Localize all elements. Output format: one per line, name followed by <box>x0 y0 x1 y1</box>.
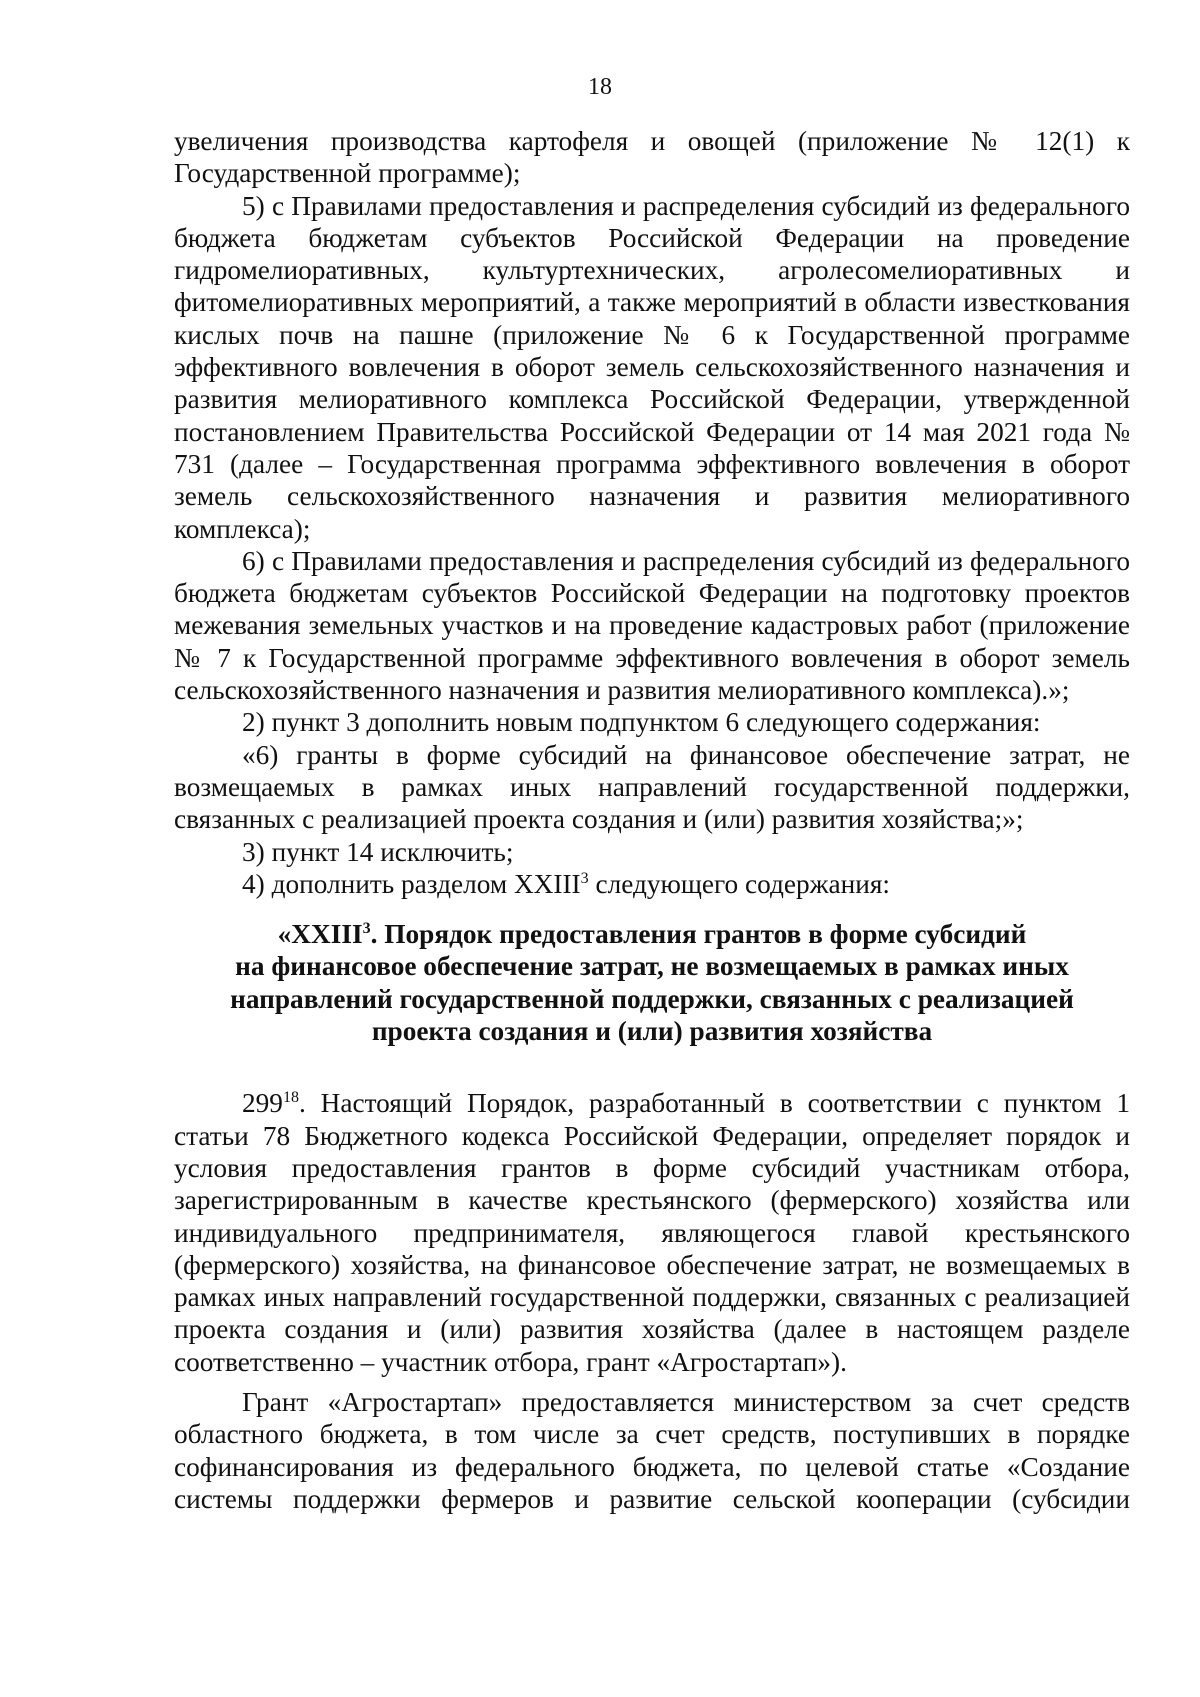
heading-line-2: на финансовое обеспечение затрат, не возмещаемых в рамках иных <box>235 951 1069 982</box>
paragraph-article-299-18 <box>174 1087 1130 1378</box>
paragraph-continuation: увеличения производства картофеля и овощей (приложение № 12(1) к Государственной программе); <box>174 126 1130 189</box>
heading-line-4: проекта создания и (или) развития хозяйства <box>371 1016 933 1047</box>
heading-section-number: «XXIII <box>277 919 363 950</box>
section-heading <box>174 918 1130 1047</box>
point-4-text-end: следующего содержания: <box>588 868 890 899</box>
heading-line-3: направлений государственной поддержки, связанных с реализацией <box>230 983 1074 1014</box>
paragraph-point-4 <box>174 868 1130 900</box>
document-body <box>174 125 1130 1515</box>
article-number: 299 <box>242 1088 283 1119</box>
page-number: 18 <box>588 74 612 100</box>
paragraph-point-3: 3) пункт 14 исключить; <box>242 836 514 867</box>
article-superscript: 18 <box>282 1089 299 1107</box>
paragraph-subpoint-6-quote: «6) гранты в форме субсидий на финансовое обеспечение затрат, не возмещаемых в рамках иных направлений государственной поддержки, связанных с реализацией проекта создания и (или) развития хозяйства;»; <box>174 739 1130 835</box>
point-4-superscript: 3 <box>580 869 589 887</box>
paragraph-point-2: 2) пункт 3 дополнить новым подпунктом 6 следующего содержания: <box>242 707 1041 738</box>
point-4-text: 4) дополнить разделом XXIII <box>242 868 581 899</box>
heading-line-1 <box>174 918 1130 950</box>
article-text: . Настоящий Порядок, разработанный в соответствии с пунктом 1 статьи 78 Бюджетного кодекса Российской Федерации, определяет порядок и условия предоставления грантов в форме субсидий участникам отбора, зарегистрированным в качестве крестьянского (фермерского) хозяйства или индивидуального предпринимателя, являющегося главой крестьянского (фермерского) хозяйства, на финансовое обеспечение затрат, не возмещаемых в рамках иных направлений государственной поддержки, связанных с реализацией проекта создания и (или) развития хозяйства (далее в настоящем разделе соответственно – участник отбора, грант «Агростартап»). <box>174 1088 1130 1377</box>
heading-superscript: 3 <box>362 920 371 938</box>
paragraph-item-6: 6) с Правилами предоставления и распределения субсидий из федерального бюджета бюджетам субъектов Российской Федерации на подготовку проектов межевания земельных участков и на проведение кадастровых работ (приложение № 7 к Государственной программе эффективного вовлечения в оборот земель сельскохозяйственного назначения и развития мелиоративного комплекса).»; <box>174 545 1130 706</box>
paragraph-grant-agrostartap: Грант «Агростартап» предоставляется министерством за счет средств областного бюджета, в том числе за счет средств, поступивших в порядке софинансирования из федерального бюджета, по целевой статье «Создание системы поддержки фермеров и развитие сельской кооперации (субсидии <box>174 1386 1130 1514</box>
heading-line-1-text: . Порядок предоставления грантов в форме субсидий <box>370 919 1027 950</box>
paragraph-item-5: 5) с Правилами предоставления и распределения субсидий из федерального бюджета бюджетам субъектов Российской Федерации на проведение гидромелиоративных, культуртехнических, агролесомелиоративных и фитомелиоративных мероприятий, а также мероприятий в области известкования кислых почв на пашне (приложение № 6 к Государственной программе эффективного вовлечения в оборот земель сельскохозяйственного назначения и развития мелиоративного комплекса Российской Федерации, утвержденной постановлением Правительства Российской Федерации от 14 мая 2021 года № 731 (далее – Государственная программа эффективного вовлечения в оборот земель сельскохозяйственного назначения и развития мелиоративного комплекса); <box>174 190 1130 544</box>
heading-spacer <box>174 1047 1130 1087</box>
